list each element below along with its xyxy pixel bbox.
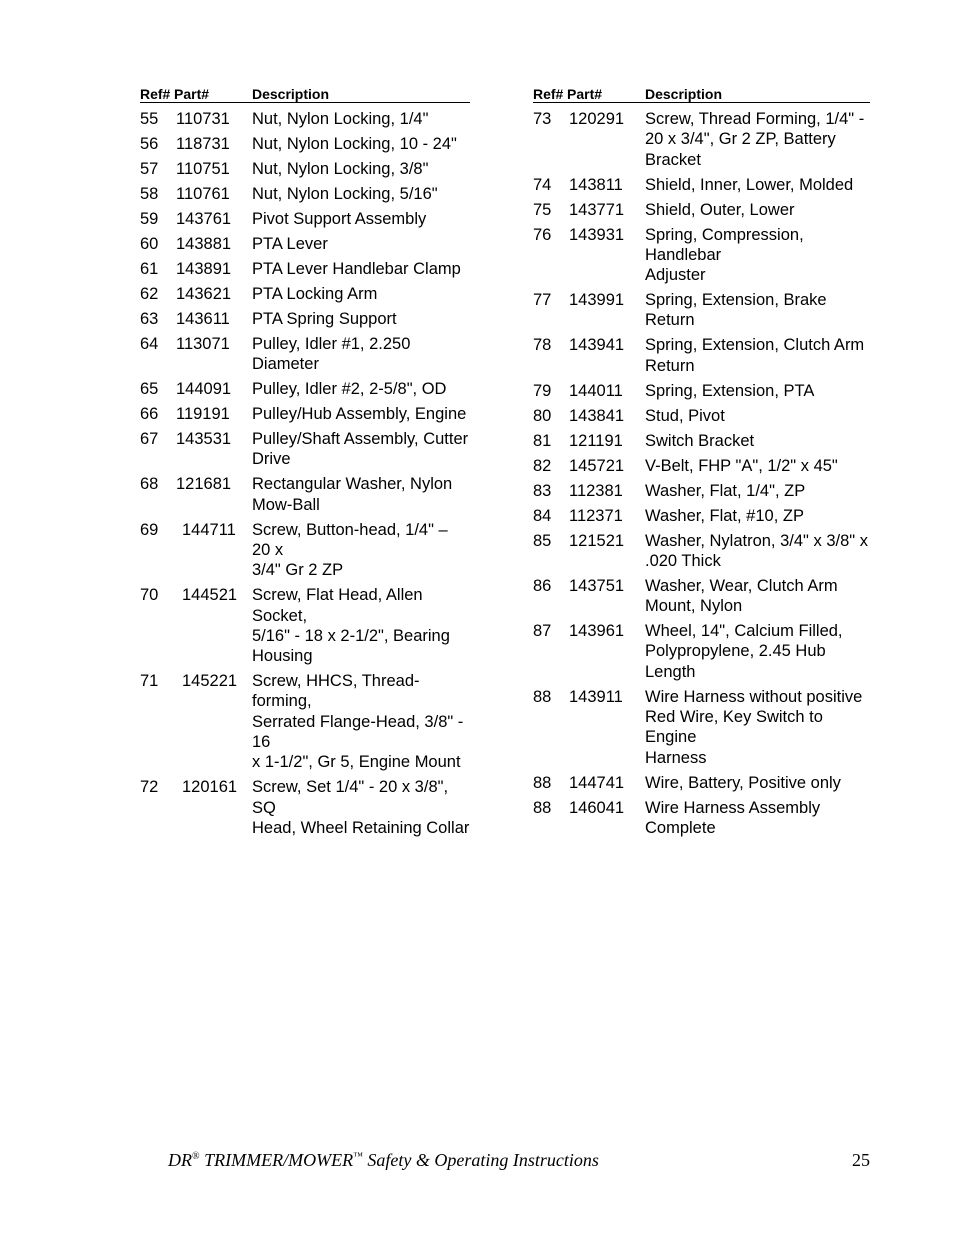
ref-cell: 87 bbox=[533, 622, 552, 641]
description-cell: Pulley/Shaft Assembly, Cutter Drive bbox=[252, 430, 469, 469]
description-cell: Spring, Extension, PTA bbox=[645, 381, 815, 400]
ref-cell: 55 bbox=[140, 110, 159, 128]
ref-cell: 88 bbox=[533, 798, 552, 817]
description-cell: Pulley, Idler #1, 2.250 Diameter bbox=[252, 334, 411, 374]
ref-cell: 67 bbox=[140, 430, 159, 449]
table-row bbox=[533, 576, 870, 617]
description-cell: V-Belt, FHP "A", 1/2" x 45" bbox=[645, 456, 838, 475]
table-row bbox=[140, 585, 470, 666]
ref-cell: 66 bbox=[140, 405, 159, 424]
description-cell: Wire Harness Assembly Complete bbox=[645, 798, 821, 837]
part-number-cell: 143841 bbox=[569, 406, 625, 425]
part-number-cell: 143811 bbox=[569, 175, 623, 194]
ref-cell: 82 bbox=[533, 456, 552, 475]
description-cell: Wire, Battery, Positive only bbox=[645, 773, 841, 792]
description-cell: Spring, Extension, Clutch Arm Return bbox=[645, 336, 865, 375]
table-row bbox=[533, 335, 870, 376]
description-cell: Wheel, 14", Calcium Filled, Polypropylene, 2.45 Hub Length bbox=[645, 622, 843, 681]
part-number-cell: 143961 bbox=[569, 622, 625, 641]
table-row bbox=[533, 687, 870, 768]
ref-cell: 77 bbox=[533, 291, 552, 310]
table-row bbox=[140, 184, 470, 204]
ref-cell: 56 bbox=[140, 134, 159, 153]
description-cell: Nut, Nylon Locking, 1/4" bbox=[252, 110, 429, 128]
table-row bbox=[533, 200, 870, 220]
ref-cell: 70 bbox=[140, 586, 159, 605]
description-cell: Pulley, Idler #2, 2-5/8", OD bbox=[252, 380, 447, 399]
description-cell: Rectangular Washer, Nylon Mow-Ball bbox=[252, 475, 453, 514]
parts-rows-left bbox=[140, 109, 470, 838]
description-cell: Washer, Nylatron, 3/4" x 3/8" x .020 Thick bbox=[645, 531, 868, 570]
ref-cell: 68 bbox=[140, 475, 159, 494]
part-number-cell: 145721 bbox=[569, 456, 625, 475]
header-description: Description bbox=[252, 86, 330, 102]
part-number-cell: 144521 bbox=[182, 586, 238, 605]
table-row bbox=[533, 506, 870, 526]
header-description: Description bbox=[645, 86, 723, 102]
ref-cell: 75 bbox=[533, 200, 552, 219]
part-number-cell: 112371 bbox=[569, 506, 623, 525]
part-number-cell: 143941 bbox=[569, 336, 625, 355]
ref-cell: 84 bbox=[533, 506, 552, 525]
table-row bbox=[140, 234, 470, 254]
footer-title bbox=[168, 1150, 599, 1170]
ref-cell: 78 bbox=[533, 336, 552, 355]
part-number-cell: 144011 bbox=[569, 381, 623, 400]
description-cell: Nut, Nylon Locking, 10 - 24" bbox=[252, 134, 457, 153]
ref-cell: 60 bbox=[140, 234, 159, 253]
ref-cell: 61 bbox=[140, 259, 159, 278]
table-header bbox=[140, 86, 470, 103]
ref-cell: 88 bbox=[533, 773, 552, 792]
description-cell: Spring, Extension, Brake Return bbox=[645, 291, 827, 330]
trademark-mark: ™ bbox=[353, 1151, 363, 1162]
part-number-cell: 143751 bbox=[569, 576, 625, 595]
description-cell: Screw, Set 1/4" - 20 x 3/8", SQ Head, Wheel Retaining Collar bbox=[252, 778, 470, 837]
table-header bbox=[533, 86, 870, 103]
ref-cell: 72 bbox=[140, 778, 159, 797]
table-row bbox=[533, 381, 870, 401]
part-number-cell: 144091 bbox=[176, 380, 232, 399]
parts-table-left bbox=[140, 86, 470, 843]
part-number-cell: 120161 bbox=[182, 778, 238, 797]
part-number-cell: 143891 bbox=[176, 259, 232, 278]
description-cell: PTA Locking Arm bbox=[252, 284, 378, 303]
description-cell: Nut, Nylon Locking, 5/16" bbox=[252, 184, 438, 203]
part-number-cell: 110731 bbox=[176, 110, 230, 128]
description-cell: Spring, Compression, Handlebar Adjuster bbox=[645, 225, 804, 285]
description-cell: Shield, Inner, Lower, Molded bbox=[645, 175, 854, 194]
description-cell: Screw, Button-head, 1/4" – 20 x 3/4" Gr 2 ZP bbox=[252, 520, 448, 580]
part-number-cell: 144741 bbox=[569, 773, 625, 792]
ref-cell: 63 bbox=[140, 309, 159, 328]
table-row bbox=[140, 109, 470, 129]
parts-rows-right bbox=[533, 109, 870, 838]
ref-cell: 57 bbox=[140, 159, 159, 178]
part-number-cell: 145221 bbox=[182, 672, 238, 691]
ref-cell: 88 bbox=[533, 687, 552, 706]
description-cell: Pulley/Hub Assembly, Engine bbox=[252, 405, 467, 424]
table-row bbox=[533, 621, 870, 682]
description-cell: PTA Lever Handlebar Clamp bbox=[252, 259, 461, 278]
part-number-cell: 143621 bbox=[176, 284, 232, 303]
part-number-cell: 110761 bbox=[176, 184, 230, 203]
parts-table-right bbox=[533, 86, 870, 843]
table-row bbox=[533, 773, 870, 793]
table-row bbox=[140, 334, 470, 375]
part-number-cell: 143531 bbox=[176, 430, 232, 449]
description-cell: Switch Bracket bbox=[645, 431, 755, 450]
table-row bbox=[140, 404, 470, 424]
table-row bbox=[533, 406, 870, 426]
ref-cell: 58 bbox=[140, 184, 159, 203]
table-row bbox=[140, 209, 470, 229]
ref-cell: 86 bbox=[533, 576, 552, 595]
table-row bbox=[533, 481, 870, 501]
ref-cell: 64 bbox=[140, 334, 159, 353]
description-cell: Shield, Outer, Lower bbox=[645, 200, 795, 219]
part-number-cell: 121681 bbox=[176, 475, 232, 494]
ref-cell: 80 bbox=[533, 406, 552, 425]
ref-cell: 83 bbox=[533, 481, 552, 500]
part-number-cell: 121191 bbox=[569, 431, 623, 450]
page-footer bbox=[168, 1150, 870, 1171]
description-cell: Washer, Flat, 1/4", ZP bbox=[645, 481, 806, 500]
table-row bbox=[533, 290, 870, 331]
description-cell: Screw, Flat Head, Allen Socket, 5/16" - 18 x 2-1/2", Bearing Housing bbox=[252, 586, 450, 666]
ref-cell: 76 bbox=[533, 225, 552, 244]
table-row bbox=[533, 798, 870, 839]
table-row bbox=[140, 309, 470, 329]
description-cell: PTA Spring Support bbox=[252, 309, 397, 328]
page-number: 25 bbox=[852, 1150, 870, 1170]
ref-cell: 85 bbox=[533, 531, 552, 550]
footer-product: TRIMMER/MOWER bbox=[199, 1150, 354, 1170]
part-number-cell: 143761 bbox=[176, 209, 232, 228]
description-cell: Pivot Support Assembly bbox=[252, 209, 427, 228]
table-row bbox=[533, 109, 870, 170]
part-number-cell: 143991 bbox=[569, 291, 625, 310]
table-row bbox=[533, 431, 870, 451]
ref-cell: 71 bbox=[140, 672, 159, 691]
description-cell: Nut, Nylon Locking, 3/8" bbox=[252, 159, 429, 178]
part-number-cell: 121521 bbox=[569, 531, 625, 550]
part-number-cell: 146041 bbox=[569, 798, 625, 817]
table-row bbox=[140, 259, 470, 279]
ref-cell: 81 bbox=[533, 431, 552, 450]
part-number-cell: 120291 bbox=[569, 110, 625, 128]
registered-mark: ® bbox=[192, 1151, 200, 1162]
table-row bbox=[533, 456, 870, 476]
description-cell: Washer, Flat, #10, ZP bbox=[645, 506, 804, 525]
description-cell: Screw, HHCS, Thread-forming, Serrated Flange-Head, 3/8" - 16 x 1-1/2", Gr 5, Engine Mount bbox=[252, 672, 464, 772]
part-number-cell: 143911 bbox=[569, 687, 623, 706]
footer-brand: DR bbox=[168, 1150, 192, 1170]
table-row bbox=[533, 175, 870, 195]
part-number-cell: 144711 bbox=[182, 520, 236, 539]
part-number-cell: 143881 bbox=[176, 234, 232, 253]
table-row bbox=[140, 284, 470, 304]
description-cell: Screw, Thread Forming, 1/4" - 20 x 3/4", Gr 2 ZP, Battery Bracket bbox=[645, 110, 865, 169]
part-number-cell: 113071 bbox=[176, 334, 230, 353]
table-row bbox=[533, 531, 870, 572]
ref-cell: 65 bbox=[140, 380, 159, 399]
description-cell: Stud, Pivot bbox=[645, 406, 725, 425]
table-row bbox=[140, 429, 470, 470]
table-row bbox=[140, 474, 470, 515]
table-row bbox=[140, 134, 470, 154]
part-number-cell: 143611 bbox=[176, 309, 230, 328]
header-part: Part# bbox=[567, 86, 603, 102]
description-cell: Wire Harness without positive Red Wire, Key Switch to Engine Harness bbox=[645, 687, 863, 767]
part-number-cell: 112381 bbox=[569, 481, 623, 500]
table-row bbox=[140, 777, 470, 838]
table-row bbox=[140, 379, 470, 399]
header-ref: Ref# bbox=[533, 86, 564, 102]
ref-cell: 74 bbox=[533, 175, 552, 194]
part-number-cell: 118731 bbox=[176, 134, 230, 153]
ref-cell: 69 bbox=[140, 520, 159, 539]
footer-subtitle: Safety & Operating Instructions bbox=[362, 1150, 599, 1170]
ref-cell: 59 bbox=[140, 209, 159, 228]
part-number-cell: 143771 bbox=[569, 200, 625, 219]
header-part: Part# bbox=[174, 86, 210, 102]
table-row bbox=[140, 520, 470, 581]
table-row bbox=[140, 159, 470, 179]
header-ref: Ref# bbox=[140, 86, 171, 102]
description-cell: Washer, Wear, Clutch Arm Mount, Nylon bbox=[645, 576, 838, 616]
table-row bbox=[533, 225, 870, 286]
table-row bbox=[140, 671, 470, 772]
ref-cell: 62 bbox=[140, 284, 159, 303]
part-number-cell: 119191 bbox=[176, 405, 230, 424]
part-number-cell: 110751 bbox=[176, 159, 230, 178]
ref-cell: 79 bbox=[533, 381, 552, 400]
ref-cell: 73 bbox=[533, 110, 552, 128]
part-number-cell: 143931 bbox=[569, 225, 625, 244]
description-cell: PTA Lever bbox=[252, 234, 328, 253]
